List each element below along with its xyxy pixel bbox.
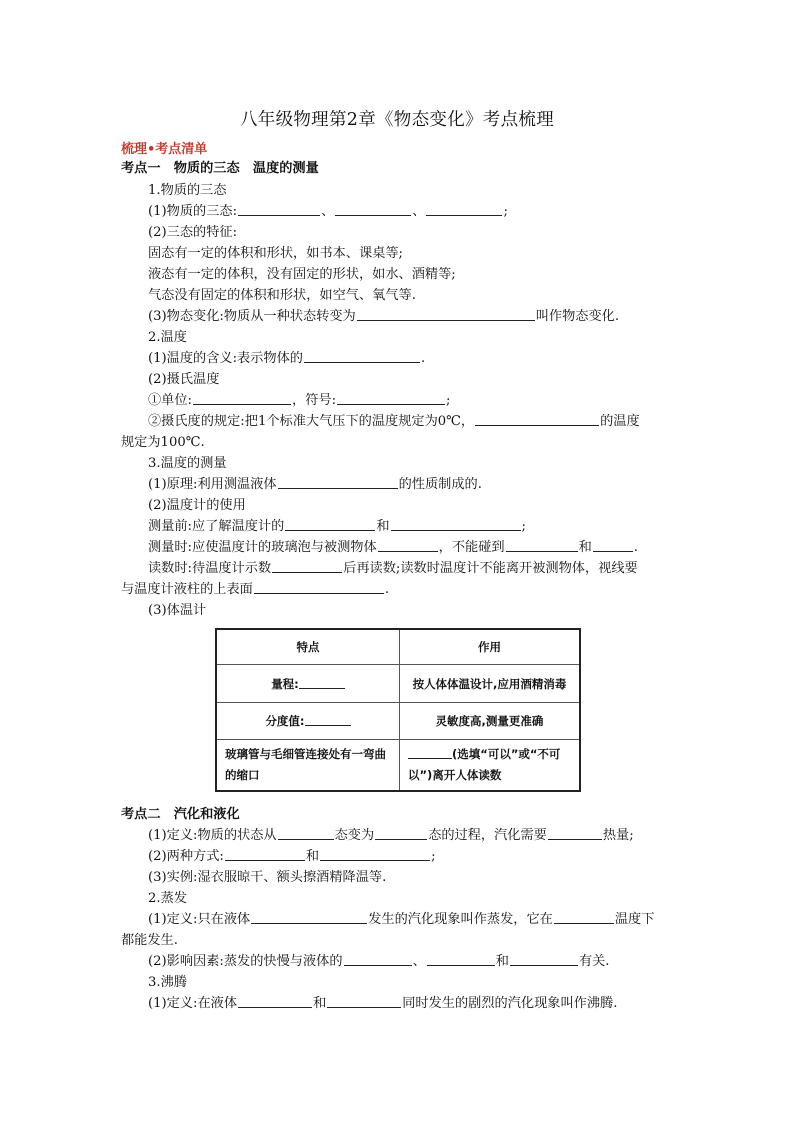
- blank[interactable]: [593, 539, 633, 552]
- blank[interactable]: [378, 539, 438, 552]
- blank[interactable]: [427, 953, 495, 966]
- blank[interactable]: [238, 203, 320, 216]
- k1-s3-2: (2)温度计的使用: [148, 498, 246, 513]
- k1-s1-2: (2)三态的特征:: [148, 225, 238, 240]
- k1-read-cont: 与温度计液柱的上表面 .: [121, 582, 390, 597]
- table-cell: (选填“可以”或“不可以”)离开人体读数: [400, 740, 581, 792]
- k2-f1: (1)定义:在液体 和 同时发生的剧烈的汽化现象叫作沸腾.: [148, 996, 618, 1011]
- blank[interactable]: [344, 953, 412, 966]
- thermometer-table: [215, 628, 581, 792]
- k2-d1: (1)定义:物质的状态从 态变为 态的过程，汽化需要 热量;: [148, 828, 634, 843]
- blank[interactable]: [193, 392, 291, 405]
- k2-d3: (3)实例:湿衣服晾干、额头擦酒精降温等.: [148, 870, 387, 885]
- blank[interactable]: [278, 827, 334, 840]
- k1-s3-3: (3)体温计: [148, 603, 207, 618]
- blank[interactable]: [335, 203, 411, 216]
- section-tag: 梳理•考点清单: [121, 142, 208, 157]
- k2-evap: 2.蒸发: [148, 891, 187, 906]
- k1-during: 测量时:应使温度计的玻璃泡与被测物体 ，不能碰到 和 .: [148, 540, 638, 555]
- blank[interactable]: [272, 560, 342, 573]
- blank[interactable]: [327, 995, 401, 1008]
- blank[interactable]: [238, 995, 312, 1008]
- k2-e1-cont: 都能发生.: [121, 933, 178, 948]
- k1-rule: ②摄氏度的规定:把1个标准大气压下的温度规定为0℃， 的温度: [148, 414, 640, 429]
- k1-solid: 固态有一定的体积和形状，如书本、课桌等;: [148, 246, 404, 261]
- k1-s2: 2.温度: [148, 330, 187, 345]
- k1-s1-1: (1)物质的三态: 、 、 ;: [148, 204, 508, 219]
- k2-e1: (1)定义:只在液体 发生的汽化现象叫作蒸发，它在 温度下: [148, 912, 655, 927]
- k1-liquid: 液态有一定的体积，没有固定的形状，如水、酒精等;: [148, 267, 456, 282]
- blank[interactable]: [305, 715, 351, 726]
- blank[interactable]: [548, 827, 602, 840]
- k1-before: 测量前:应了解温度计的 和 ;: [148, 519, 526, 534]
- k1-rule-cont: 规定为100℃.: [121, 435, 205, 450]
- blank[interactable]: [337, 392, 445, 405]
- blank[interactable]: [475, 413, 599, 426]
- blank[interactable]: [299, 678, 345, 689]
- page-title: 八年级物理第2章《物态变化》考点梳理: [239, 110, 555, 130]
- blank[interactable]: [254, 581, 384, 594]
- blank[interactable]: [251, 911, 367, 924]
- blank[interactable]: [426, 203, 502, 216]
- blank[interactable]: [320, 848, 430, 861]
- k1-s3: 3.温度的测量: [148, 456, 227, 471]
- k1-s1: 1.物质的三态: [148, 183, 227, 198]
- table-cell: 灵敏度高,测量更准确: [400, 703, 581, 740]
- k2-boil: 3.沸腾: [148, 975, 187, 990]
- table-header-feature: 特点: [216, 629, 400, 665]
- blank[interactable]: [225, 848, 305, 861]
- blank[interactable]: [391, 518, 521, 531]
- k1-unit: ①单位: ，符号: ;: [148, 393, 451, 408]
- k2-d2: (2)两种方式: 和 ;: [148, 849, 436, 864]
- blank[interactable]: [285, 518, 375, 531]
- table-cell: 玻璃管与毛细管连接处有一弯曲的缩口: [216, 740, 400, 792]
- k1-s2-2: (2)摄氏温度: [148, 372, 220, 387]
- table-cell: 量程:: [216, 665, 400, 703]
- k1-s1-3: (3)物态变化:物质从一种状态转变为 叫作物态变化.: [148, 309, 620, 324]
- k1-gas: 气态没有固定的体积和形状，如空气、氧气等.: [148, 288, 416, 303]
- blank[interactable]: [510, 953, 578, 966]
- table-cell: 分度值:: [216, 703, 400, 740]
- blank[interactable]: [408, 748, 452, 759]
- k2-heading: 考点二 汽化和液化: [121, 807, 240, 822]
- table-cell: 按人体体温设计,应用酒精消毒: [400, 665, 581, 703]
- blank[interactable]: [304, 350, 420, 363]
- k1-s3-1: (1)原理:利用测温液体 的性质制成的.: [148, 477, 482, 492]
- blank[interactable]: [375, 827, 427, 840]
- blank[interactable]: [506, 539, 578, 552]
- k1-read: 读数时:待温度计示数 后再读数;读数时温度计不能离开被测物体，视线要: [148, 561, 638, 576]
- k1-s2-1: (1)温度的含义:表示物体的 .: [148, 351, 426, 366]
- k1-heading: 考点一 物质的三态 温度的测量: [121, 161, 319, 176]
- table-header-function: 作用: [400, 629, 581, 665]
- blank[interactable]: [278, 476, 398, 489]
- k2-e2: (2)影响因素:蒸发的快慢与液体的 、 和 有关.: [148, 954, 610, 969]
- blank[interactable]: [357, 308, 535, 321]
- blank[interactable]: [554, 911, 614, 924]
